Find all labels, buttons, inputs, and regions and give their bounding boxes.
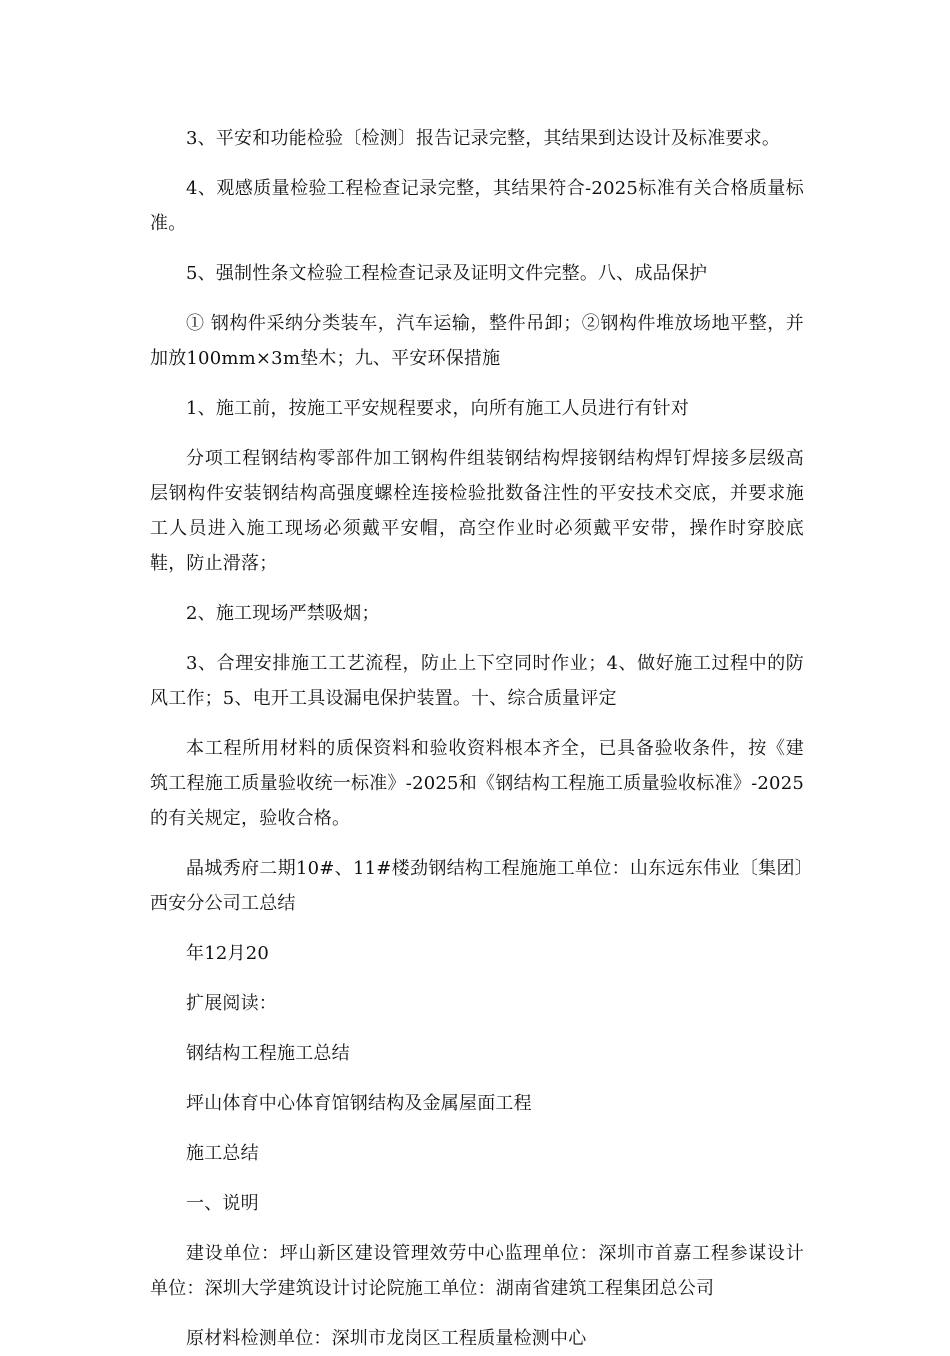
paragraph-steel-summary-title: 钢结构工程施工总结: [186, 1043, 350, 1064]
paragraph-quality-assessment: 本工程所用材料的质保资料和验收资料根本齐全，已具备验收条件，按《建筑工程施工质量验收统一标准》-2025和《钢结构工程施工质量验收标准》-2025的有关规定，验收合格。: [150, 738, 804, 829]
paragraph-appearance-quality: 4、观感质量检验工程检查记录完整，其结果符合-2025标准有关合格质量标准。: [150, 178, 804, 234]
paragraph-date: 年12月20: [186, 943, 270, 964]
paragraph-testing-unit: 原材料检测单位：深圳市龙岗区工程质量检测中心: [186, 1328, 587, 1349]
paragraph-pre-construction: 1、施工前，按施工平安规程要求，向所有施工人员进行有针对: [186, 398, 690, 419]
paragraph-extended-reading: 扩展阅读：: [186, 993, 277, 1014]
document-page: [150, 121, 804, 1356]
paragraph-safety-briefing: 分项工程钢结构零部件加工钢构件组装钢结构焊接钢结构焊钉焊接多层级高层钢构件安装钢结构高强度螺栓连接检验批数备注性的平安技术交底，并要求施工人员进入施工现场必须戴平安帽，高空作业时必须戴平安带，操作时穿胶底鞋，防止滑落；: [150, 448, 804, 574]
paragraph-mandatory-provisions: 5、强制性条文检验工程检查记录及证明文件完整。八、成品保护: [186, 263, 708, 284]
paragraph-no-smoking: 2、施工现场严禁吸烟；: [186, 603, 380, 624]
paragraph-participating-units: 建设单位：坪山新区建设管理效劳中心监理单位：深圳市首嘉工程参谋设计单位：深圳大学建筑设计讨论院施工单位：湖南省建筑工程集团总公司: [150, 1243, 804, 1299]
paragraph-project-unit: 晶城秀府二期10#、11#楼劲钢结构工程施施工单位：山东远东伟业〔集团〕西安分公司工总结: [150, 858, 804, 914]
paragraph-finished-product-protection: ① 钢构件采纳分类装车，汽车运输，整件吊卸；②钢构件堆放场地平整，并加放100mm×3m垫木；九、平安环保措施: [150, 313, 804, 369]
paragraph-safety-function-inspection: 3、平安和功能检验〔检测〕报告记录完整，其结果到达设计及标准要求。: [186, 128, 781, 149]
paragraph-construction-summary: 施工总结: [186, 1143, 259, 1164]
paragraph-process-arrangement: 3、合理安排施工工艺流程，防止上下空同时作业；4、做好施工过程中的防风工作；5、电开工具设漏电保护装置。十、综合质量评定: [150, 653, 804, 709]
paragraph-pingshan-project: 坪山体育中心体育馆钢结构及金属屋面工程: [186, 1093, 532, 1114]
paragraph-section-explanation: 一、说明: [186, 1193, 259, 1214]
